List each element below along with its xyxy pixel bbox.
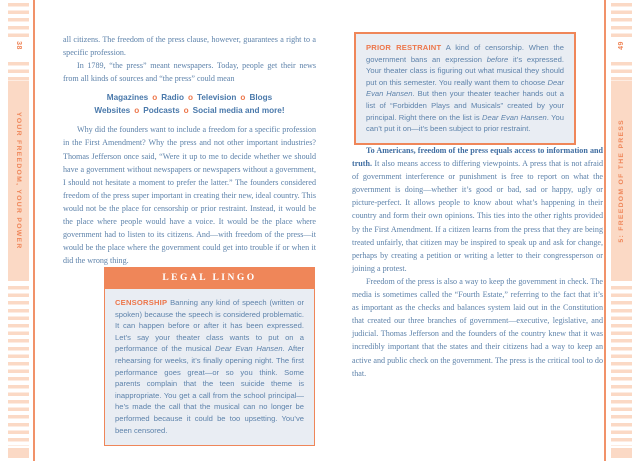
right-page-edge-decoration	[611, 0, 632, 461]
right-edge-stripes-mid	[611, 62, 632, 81]
prior-restraint-definition: PRIOR RESTRAINT A kind of censorship. When the government bans an expression before it’s expressed. Your theater class is figuring out what musical they should put on this semester. You really want them to choose Dear Evan Hansen. But then your theater teacher hands out a list of “Forbidden Plays and Musicals” created by your principal. Right there on the list is Dear Evan Hansen. You can’t put it on—it’s been subject to prior restraint.	[366, 43, 564, 134]
right-page-body	[352, 144, 603, 380]
paragraph: In 1789, “the press” meant newspapers. Today, people get their news from all kinds of sources and “the press” could mean	[63, 61, 316, 84]
left-edge-stripes-top	[8, 3, 29, 38]
left-page-rule	[33, 0, 35, 461]
media-list-line: Websites o Podcasts o Social media and more!	[94, 105, 285, 115]
right-edge-title-block	[611, 81, 632, 281]
media-list-line: Magazines o Radio o Television o Blogs	[106, 93, 273, 103]
left-page-edge-decoration	[8, 0, 29, 461]
left-edge-section-title: YOUR FREEDOM, YOUR POWER	[15, 112, 22, 250]
right-page-rule	[604, 0, 606, 461]
right-edge-stripes-bottom	[611, 286, 632, 446]
censorship-definition: CENSORSHIP Banning any kind of speech (written or spoken) because the speech is considered problematic. It can happen before or after it has been expressed. Let’s say your theater class wants to put on a performance of the musical Dear Evan Hansen. After rehearsing for weeks, it’s finally opening night. The first performance goes great—or so you think. Some parents complain that the teen suicide theme is inappropriate. You get a call from the school principal—he’s made the call that the musical can no longer be performed because it could be too upsetting. You’ve been censored.	[115, 298, 304, 435]
paragraph: To Americans, freedom of the press equals access to information and truth. It also means access to differing viewpoints. A press that is not afraid of government interference or punishment is free to report on what the government is doing—whether it’s good or bad, sad or happy, ugly or picture-perfect. It allows people to know about what’s happening in their country and form their own opinions. This ties into the other rights provided by the First Amendment. If a citizen learns from the press that they are being treated unfairly, that citizen may be inspired to speak up and ask for change, perhaps by creating a petition or writing a letter to their congressperson or joining a protest.	[352, 146, 603, 273]
right-edge-chapter-title: 5: FREEDOM OF THE PRESS	[618, 119, 625, 243]
left-edge-stripes-bottom	[8, 286, 29, 446]
legal-lingo-box	[104, 267, 315, 446]
left-edge-bottom-block	[8, 448, 29, 458]
paragraph: Freedom of the press is also a way to keep the government in check. The media is sometimes called the “Fourth Estate,” referring to the fact that it’s as important as the checks and balances system laid out in the Constitution that created our three branches of government—executive, legislative, and judicial. Thomas Jefferson and the founders of the country knew that it was incredibly important that the states and their citizens had a way to keep an active and public check on the government. The press is the critical tool to do that.	[352, 276, 603, 378]
page-number-left: 38	[15, 41, 22, 50]
paragraph: all citizens. The freedom of the press clause, however, guarantees a right to a specific profession.	[63, 35, 316, 58]
legal-lingo-heading: LEGAL LINGO	[105, 268, 314, 289]
prior-restraint-box	[354, 32, 576, 145]
left-page-body	[63, 33, 316, 267]
left-edge-title-block	[8, 81, 29, 281]
right-edge-bottom-block	[611, 448, 632, 458]
paragraph: Why did the founders want to include a freedom for a specific profession in the First Amendment? Why the press and not other important industries? Thomas Jefferson once said, “Were it up to me to decide whether we should have a government without newspapers or newspapers without a government, I should not hesitate a moment to prefer the latter.” The founders considered freedom of the press super important in creating their new, ideal country. This would not be the place for censorship or prior restraint. Instead, it would be the place where people would have a voice. It would be the place where government had to listen to its citizens. And—with freedom of the press—it would be the place where the government could get into trouble if or when it did the wrong thing.	[63, 125, 316, 266]
page-number-right: 49	[618, 41, 625, 50]
right-edge-stripes-top	[611, 3, 632, 38]
media-types-list	[63, 92, 316, 117]
left-edge-stripes-mid	[8, 62, 29, 81]
